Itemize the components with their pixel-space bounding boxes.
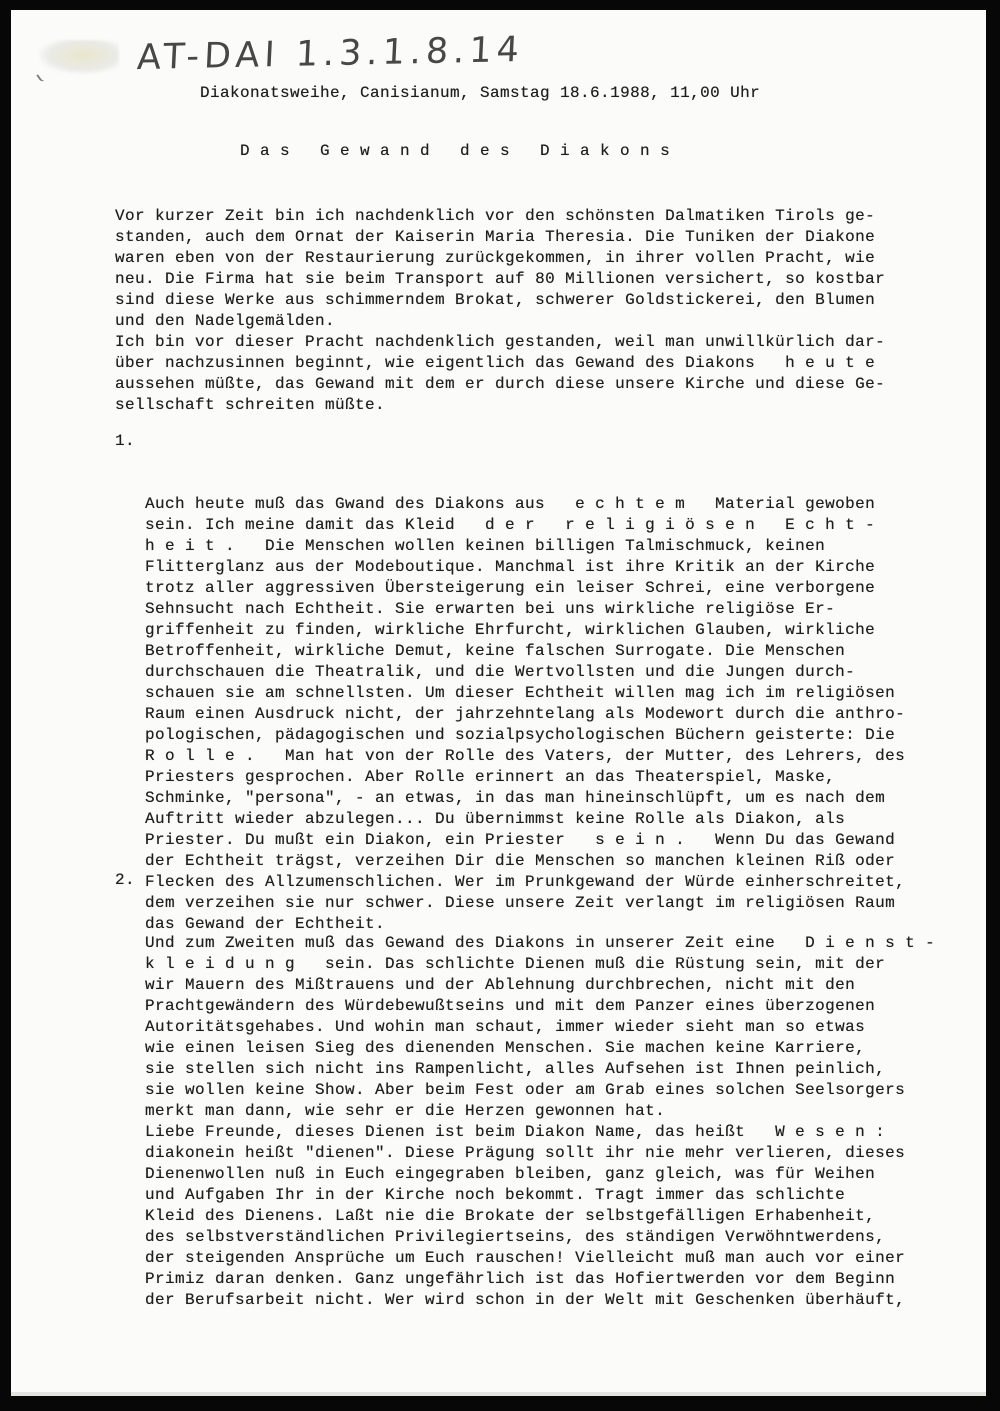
text-line: trotz aller aggressiven Übersteigerung ein leiser Schrei, eine verborgene (145, 579, 876, 597)
text-line: Sehnsucht nach Echtheit. Sie erwarten bei uns wirkliche religiöse Er- (145, 600, 836, 618)
text-line: durchschauen die Theatralik, und die Wertvollsten und die Jungen durch- (145, 663, 856, 681)
text-line: dem verzeihen sie nur schwer. Diese unsere Zeit verlangt im religiösen Raum (145, 894, 896, 912)
text-line: Vor kurzer Zeit bin ich nachdenklich vor den schönsten Dalmatiken Tirols ge- (115, 207, 876, 225)
text-line: Schminke, "persona", - an etwas, in das man hineinschlüpft, um es nach dem (145, 789, 886, 807)
text-line: Primiz daran denken. Ganz ungefährlich ist das Hofiertwerden vor dem Beginn (145, 1270, 896, 1288)
text-line: pologischen, pädagogischen und sozialpsychologischen Büchern geisterte: Die (145, 726, 896, 744)
text-line: der Echtheit trägst, verzeihen Dir die Menschen so manchen kleinen Riß oder (145, 852, 896, 870)
text-line: und den Nadelgemälden. (115, 312, 336, 330)
page-title: D a s G e w a n d d e s D i a k o n s (240, 142, 671, 160)
text-line: Kleid des Dienens. Laßt nie die Brokate der selbstgefälligen Erhabenheit, (145, 1207, 876, 1225)
text-line: Prachtgewändern des Würdebewußtseins und mit dem Panzer eines überzogenen (145, 997, 876, 1015)
text-line: Raum einen Ausdruck nicht, der jahrzehntelang als Modewort durch die anthro- (145, 705, 906, 723)
text-line: Priester. Du mußt ein Diakon, ein Priester s e i n . Wenn Du das Gewand (145, 831, 896, 849)
paragraph-lines (145, 933, 935, 1311)
text-line: aussehen müßte, das Gewand mit dem er durch diese unsere Kirche und diese Ge- (115, 375, 886, 393)
numbered-paragraph-2 (115, 870, 935, 1353)
text-line: Liebe Freunde, dieses Dienen ist beim Diakon Name, das heißt W e s e n : (145, 1123, 886, 1141)
text-line: Flecken des Allzumenschlichen. Wer im Prunkgewand der Würde einherschreitet, (145, 873, 906, 891)
text-line: sind diese Werke aus schimmerndem Brokat, schwerer Goldstickerei, den Blumen (115, 291, 876, 309)
document-header: Diakonatsweihe, Canisianum, Samstag 18.6.1988, 11,00 Uhr (200, 84, 761, 102)
text-line: sie wollen keine Show. Aber beim Fest oder am Grab eines solchen Seelsorgers (145, 1081, 906, 1099)
text-line: Betroffenheit, wirkliche Demut, keine falschen Surrogate. Die Menschen (145, 642, 846, 660)
text-line: schauen sie am schnellsten. Um dieser Echtheit willen mag ich im religiösen (145, 684, 896, 702)
text-line: das Gewand der Echtheit. (145, 915, 386, 933)
text-line: merkt man dann, wie sehr er die Herzen gewonnen hat. (145, 1102, 666, 1120)
text-line: neu. Die Firma hat sie beim Transport auf 80 Millionen versichert, so kostbar (115, 270, 886, 288)
text-line: Flitterglanz aus der Modeboutique. Manchmal ist ihre Kritik an der Kirche (145, 558, 876, 576)
text-line: sie stellen sich nicht ins Rampenlicht, alles Aufsehen ist Ihnen peinlich, (145, 1060, 886, 1078)
text-line: standen, auch dem Ornat der Kaiserin Maria Theresia. Die Tuniken der Diakone (115, 228, 876, 246)
pencil-smudge-mark (39, 40, 119, 74)
text-line: wie einen leisen Sieg des dienenden Menschen. Sie machen keine Karriere, (145, 1039, 866, 1057)
text-line: griffenheit zu finden, wirkliche Ehrfurcht, wirklichen Glauben, wirkliche (145, 621, 876, 639)
text-line: k l e i d u n g sein. Das schlichte Dienen muß die Rüstung sein, mit der (145, 955, 886, 973)
text-line: Autoritätsgehabes. Und wohin man schaut, immer wieder sieht man so etwas (145, 1018, 866, 1036)
text-line: des selbstverständlichen Privilegiertseins, des ständigen Verwöhntwerdens, (145, 1228, 886, 1246)
intro-paragraph (115, 206, 885, 416)
document-page (11, 10, 986, 1396)
handwritten-archive-annotation: AT-DAI 1.3.1.8.14 (136, 29, 525, 79)
text-line: und Aufgaben Ihr in der Kirche noch bekommt. Tragt immer das schlichte (145, 1186, 846, 1204)
paragraph-number: 2. (115, 871, 136, 889)
text-line: der Berufsarbeit nicht. Wer wird schon in der Welt mit Geschenken überhäuft, (145, 1291, 906, 1309)
text-line: der steigenden Ansprüche um Euch rauschen! Vielleicht muß man auch vor einer (145, 1249, 906, 1267)
text-line: über nachzusinnen beginnt, wie eigentlich das Gewand des Diakons h e u t e (115, 354, 876, 372)
paragraph-lines (145, 494, 905, 935)
text-line: sein. Ich meine damit das Kleid d e r r e l i g i ö s e n E c h t - (145, 516, 876, 534)
text-line: Auftritt wieder abzulegen... Du übernimmst keine Rolle als Diakon, als (145, 810, 846, 828)
text-line: Ich bin vor dieser Pracht nachdenklich gestanden, weil man unwillkürlich dar- (115, 333, 886, 351)
text-line: h e i t . Die Menschen wollen keinen billigen Talmischmuck, keinen (145, 537, 826, 555)
text-line: waren eben von der Restaurierung zurückgekommen, in ihrer vollen Pracht, wie (115, 249, 876, 267)
text-line: diakonein heißt "dienen". Diese Prägung sollt ihr nie mehr verlieren, dieses (145, 1144, 906, 1162)
text-line: Und zum Zweiten muß das Gewand des Diakons in unserer Zeit eine D i e n s t - (145, 934, 936, 952)
text-line: R o l l e . Man hat von der Rolle des Vaters, der Mutter, des Lehrers, des (145, 747, 906, 765)
paragraph-number: 1. (115, 432, 136, 450)
text-line: wir Mauern des Mißtrauens und der Ablehnung durchbrechen, nicht mit den (145, 976, 856, 994)
text-line: sellschaft schreiten müßte. (115, 396, 386, 414)
text-line: Priesters gesprochen. Aber Rolle erinnert an das Theaterspiel, Maske, (145, 768, 836, 786)
text-line: Dienenwollen nuß in Euch eingegraben bleiben, ganz gleich, was für Weihen (145, 1165, 876, 1183)
text-line: Auch heute muß das Gwand des Diakons aus e c h t e m Material gewoben (145, 495, 876, 513)
